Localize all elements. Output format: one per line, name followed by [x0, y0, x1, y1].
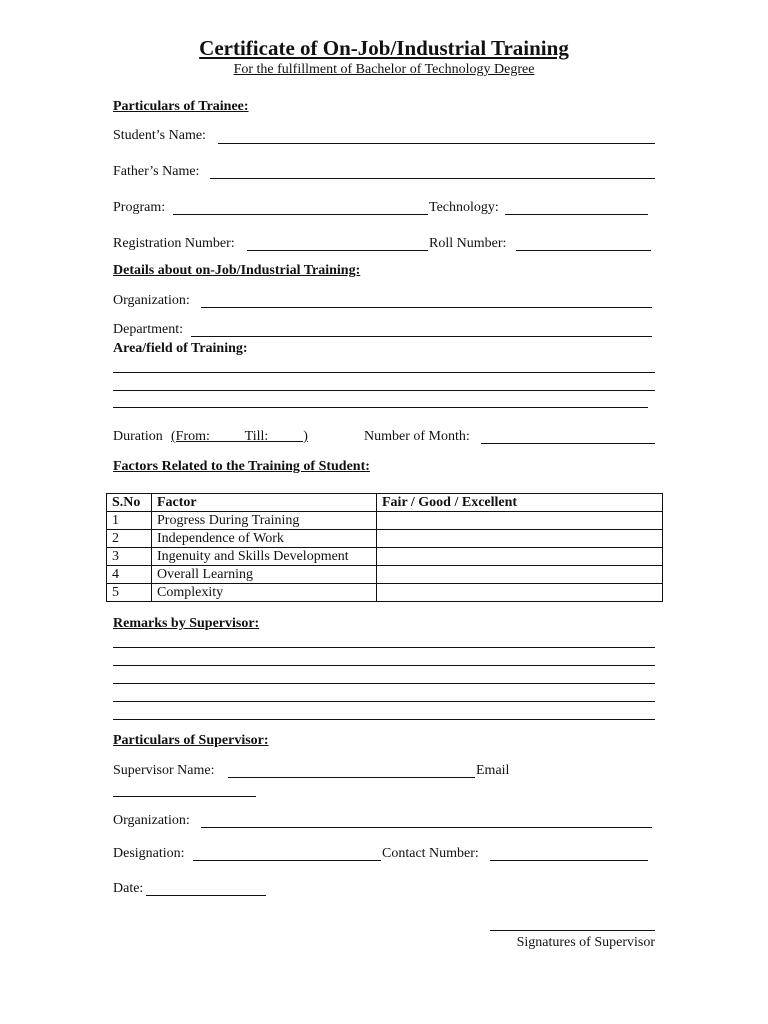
table-row [107, 566, 663, 584]
trainee-heading: Particulars of Trainee: [113, 99, 249, 114]
designation-field[interactable] [193, 860, 381, 861]
months-field[interactable] [481, 443, 655, 444]
rating-cell[interactable] [377, 548, 663, 566]
remarks-line[interactable] [113, 665, 655, 666]
row-number: 4 [107, 566, 152, 584]
supervisor-name-label: Supervisor Name: [113, 763, 215, 778]
rating-cell[interactable] [377, 584, 663, 602]
signature-label: Signatures of Supervisor [516, 935, 655, 950]
duration-from-till[interactable]: (From: Till: ) [171, 429, 308, 444]
registration-field[interactable] [247, 250, 428, 251]
roll-label: Roll Number: [429, 236, 507, 251]
technology-field[interactable] [505, 214, 648, 215]
rating-cell[interactable] [377, 530, 663, 548]
column-header: Factor [152, 494, 377, 512]
months-label: Number of Month: [364, 429, 470, 444]
factor-name: Independence of Work [152, 530, 377, 548]
supervisor-organization-field[interactable] [201, 827, 652, 828]
page-title: Certificate of On-Job/Industrial Training [199, 36, 569, 60]
contact-field[interactable] [490, 860, 648, 861]
email-label: Email [476, 763, 510, 778]
table-row [107, 548, 663, 566]
rating-cell[interactable] [377, 566, 663, 584]
factor-name: Progress During Training [152, 512, 377, 530]
technology-label: Technology: [429, 200, 499, 215]
row-number: 3 [107, 548, 152, 566]
row-number: 1 [107, 512, 152, 530]
factors-table [106, 493, 663, 602]
email-field[interactable] [113, 796, 256, 797]
column-header: S.No [107, 494, 152, 512]
organization-label: Organization: [113, 293, 190, 308]
factor-name: Complexity [152, 584, 377, 602]
factor-name: Overall Learning [152, 566, 377, 584]
student-name-field[interactable] [218, 143, 655, 144]
remarks-line[interactable] [113, 701, 655, 702]
remarks-line[interactable] [113, 647, 655, 648]
factor-name: Ingenuity and Skills Development [152, 548, 377, 566]
roll-field[interactable] [516, 250, 651, 251]
table-row [107, 584, 663, 602]
student-name-label: Student’s Name: [113, 128, 206, 143]
designation-label: Designation: [113, 846, 185, 861]
supervisor-name-field[interactable] [228, 777, 475, 778]
signature-line[interactable] [490, 930, 655, 931]
contact-label: Contact Number: [382, 846, 479, 861]
training-heading: Details about on-Job/Industrial Training: [113, 263, 361, 278]
father-name-field[interactable] [210, 178, 655, 179]
area-field-line[interactable] [113, 390, 655, 391]
date-label: Date: [113, 881, 144, 896]
factors-heading: Factors Related to the Training of Student: [113, 459, 370, 474]
date-field[interactable] [146, 895, 266, 896]
table-header-row [107, 494, 663, 512]
remarks-line[interactable] [113, 683, 655, 684]
organization-field[interactable] [201, 307, 652, 308]
program-field[interactable] [173, 214, 428, 215]
registration-label: Registration Number: [113, 236, 235, 251]
column-header: Fair / Good / Excellent [377, 494, 663, 512]
father-name-label: Father’s Name: [113, 164, 200, 179]
table-row [107, 530, 663, 548]
page-subtitle: For the fulfillment of Bachelor of Technology Degree [233, 62, 535, 77]
table-row [107, 512, 663, 530]
department-label: Department: [113, 322, 183, 337]
rating-cell[interactable] [377, 512, 663, 530]
area-label: Area/field of Training: [113, 341, 248, 356]
row-number: 2 [107, 530, 152, 548]
area-field-line[interactable] [113, 372, 655, 373]
remarks-heading: Remarks by Supervisor: [113, 616, 260, 631]
area-field-line[interactable] [113, 407, 648, 408]
remarks-line[interactable] [113, 719, 655, 720]
department-field[interactable] [191, 336, 652, 337]
row-number: 5 [107, 584, 152, 602]
supervisor-heading: Particulars of Supervisor: [113, 733, 269, 748]
supervisor-organization-label: Organization: [113, 813, 190, 828]
duration-label: Duration [113, 429, 163, 444]
program-label: Program: [113, 200, 166, 215]
